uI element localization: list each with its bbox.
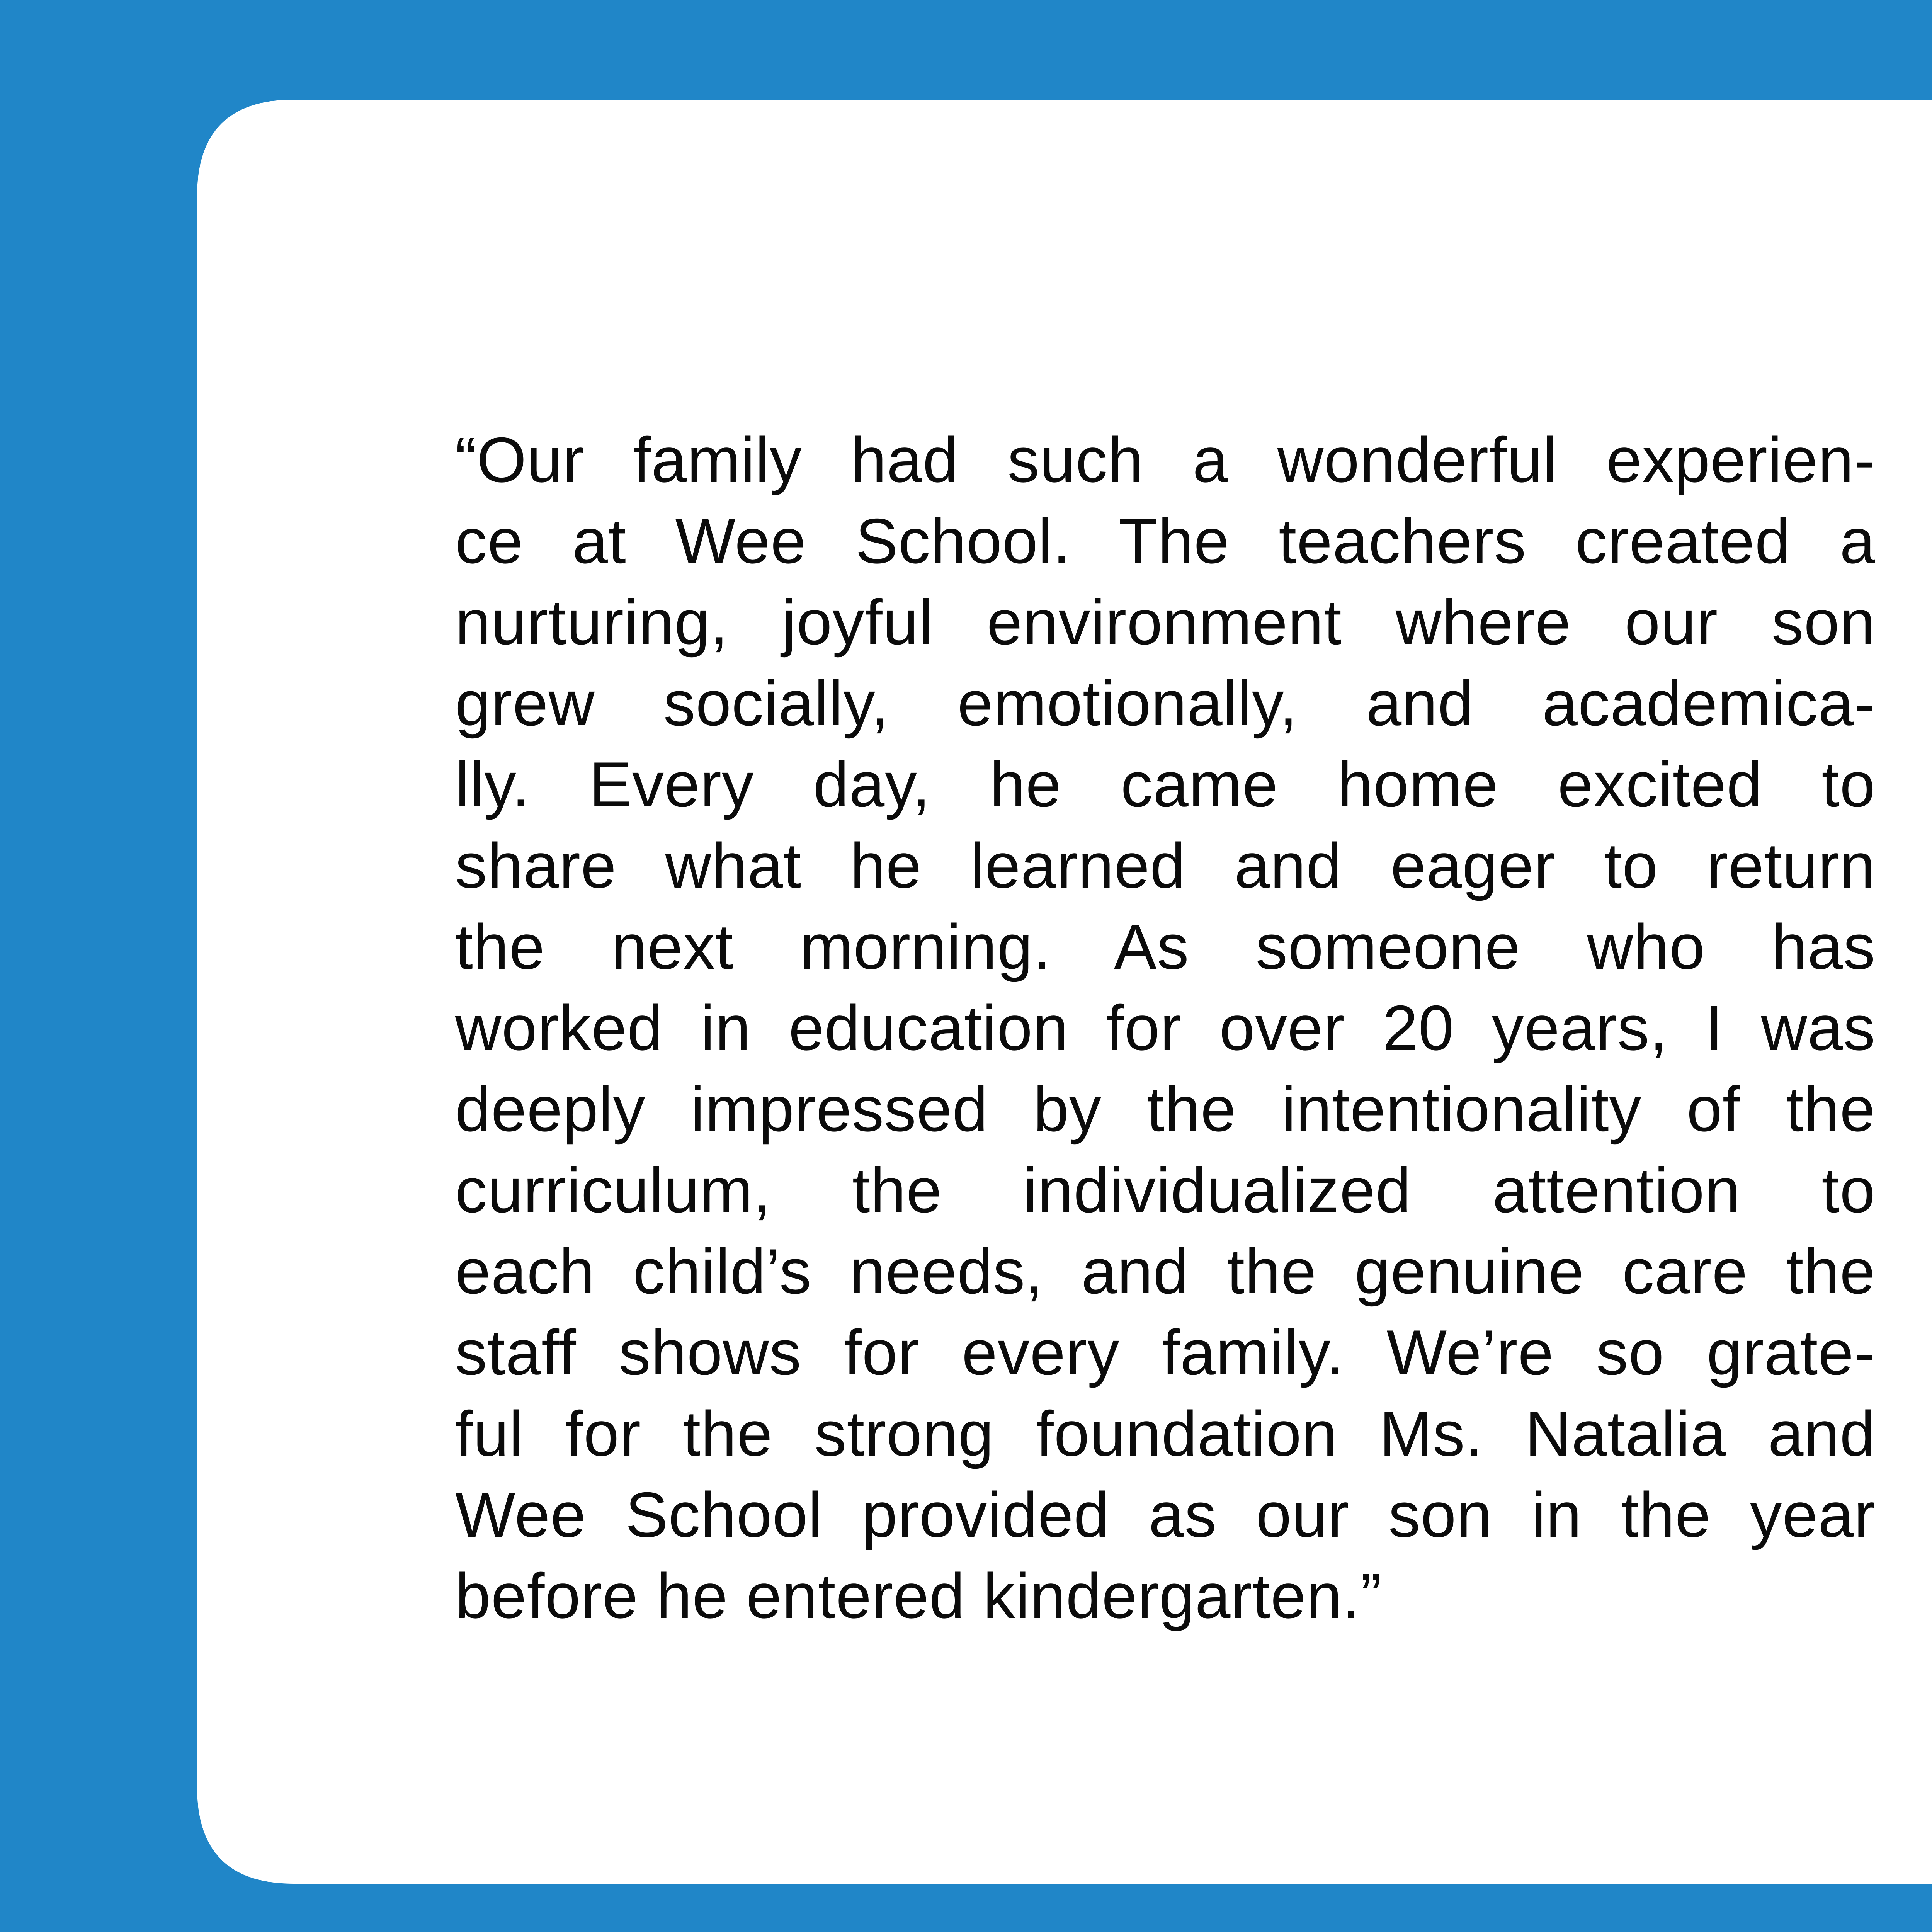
quote-line: nurturing, joyful environment where our son [455, 587, 1876, 658]
quote-line-last: before he entered kindergarten.” [455, 1560, 1382, 1631]
quote-line: grew socially, emotionally, and academica- [455, 668, 1876, 739]
quote-line: curriculum, the individualized attention to [455, 1155, 1876, 1226]
quote-line: lly. Every day, he came home excited to [455, 749, 1876, 820]
quote-line: deeply impressed by the intentionality of the [455, 1073, 1876, 1145]
testimonial-quote [455, 419, 1876, 1636]
quote-line: staff shows for every family. We’re so grate- [455, 1317, 1876, 1388]
quote-line: worked in education for over 20 years, I was [455, 992, 1876, 1063]
quote-line: each child’s needs, and the genuine care the [455, 1236, 1876, 1307]
quote-line: ce at Wee School. The teachers created a [455, 505, 1876, 577]
quote-line: Wee School provided as our son in the year [455, 1479, 1876, 1550]
quote-line: “Our family had such a wonderful experien- [455, 424, 1876, 495]
quote-line: the next morning. As someone who has [455, 911, 1876, 982]
quote-line: share what he learned and eager to return [455, 830, 1876, 901]
quote-line: ful for the strong foundation Ms. Natalia and [455, 1398, 1876, 1469]
